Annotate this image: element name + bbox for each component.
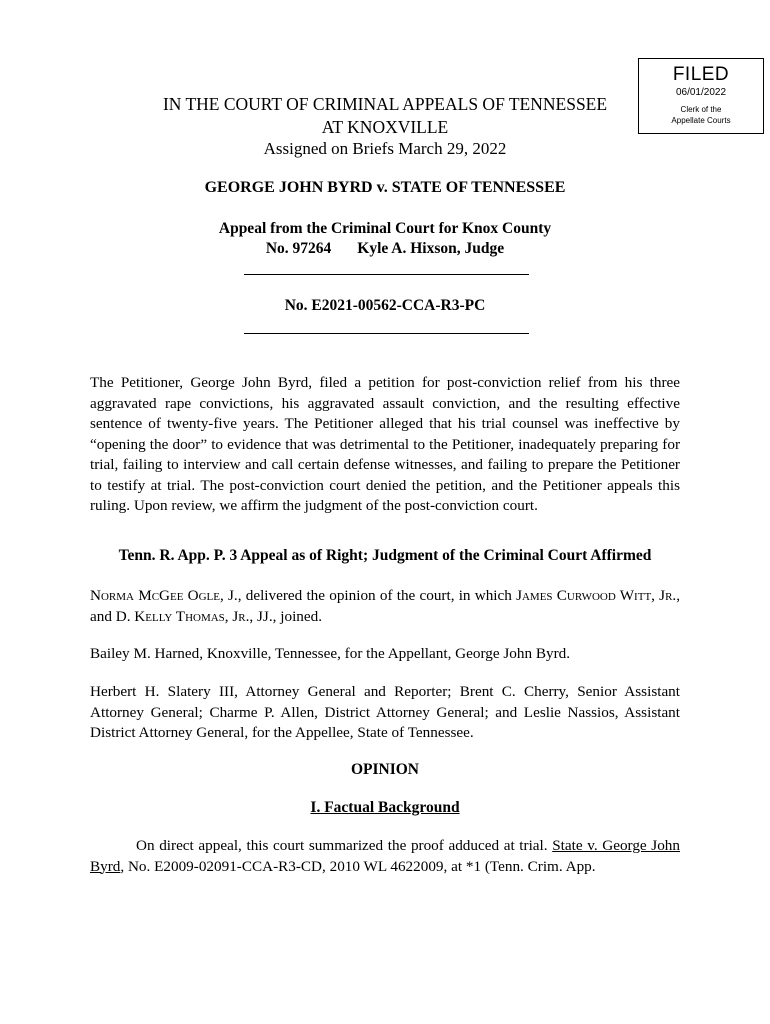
stamp-clerk-line2: Appellate Courts [671, 116, 731, 125]
author-judge: Norma McGee Ogle, J. [90, 587, 238, 604]
appeal-from-block [0, 219, 770, 259]
court-name [0, 93, 770, 139]
counsel-appellee: Herbert H. Slatery III, Attorney General and Reporter; Brent C. Cherry, Senior Assistant Attorney General; Charme P. Allen, District Attorney General; and Leslie Nassios, Assistant District Attorney General, for the Appellee, State of Tennessee. [90, 683, 680, 741]
section-heading [0, 799, 770, 817]
trial-number: No. 97264 [265, 240, 332, 257]
court-name-line2: AT KNOXVILLE [321, 117, 449, 137]
authorship [90, 585, 680, 627]
disposition: Tenn. R. App. P. 3 Appeal as of Right; Judgment of the Criminal Court Affirmed [118, 547, 652, 564]
opinion-heading: OPINION [350, 761, 420, 778]
authorship-and: , and [90, 587, 681, 625]
authorship-end: , joined. [272, 608, 323, 625]
divider-top [244, 274, 529, 275]
authorship-text: , delivered the opinion of the court, in which [237, 587, 517, 604]
body-intro: On direct appeal, this court summarized the proof adduced at trial. [136, 837, 553, 854]
docket-number: No. E2021-00562-CCA-R3-PC [284, 297, 486, 314]
trial-number-judge [0, 239, 770, 259]
stamp-title: FILED [672, 64, 730, 85]
case-summary: The Petitioner, George John Byrd, filed a petition for post-conviction relief from his three aggravated rape convictions, his aggravated assault conviction, and the resulting effective sentence of twenty-five years. The Petitioner alleged that his trial counsel was ineffective by “opening the door” to evidence that was detrimental to the Petitioner, inadequately preparing for trial, failing to interview and call certain defense witnesses, and failing to prepare the Petitioner to testify at trial. The post-conviction court denied the petition, and the Petitioner appeals this ruling. Upon review, we affirm the judgment of the post-conviction court. [90, 374, 680, 514]
trial-judge: Kyle A. Hixson, Judge [357, 240, 505, 257]
stamp-clerk-line1: Clerk of the [680, 105, 722, 114]
section-heading-text: I. Factual Background [310, 799, 460, 816]
panel-judge-2: D. Kelly Thomas, Jr., JJ. [115, 608, 273, 625]
body-paragraph [90, 836, 680, 877]
case-citation: , No. E2009-02091-CCA-R3-CD, 2010 WL 4622009, at *1 (Tenn. Crim. App. [120, 857, 596, 875]
case-title: GEORGE JOHN BYRD v. STATE OF TENNESSEE [204, 179, 566, 196]
case-citation-name: State v. George John Byrd [90, 837, 680, 875]
assigned-date: Assigned on Briefs March 29, 2022 [263, 139, 507, 158]
counsel-appellant: Bailey M. Harned, Knoxville, Tennessee, for the Appellant, George John Byrd. [90, 645, 571, 662]
court-name-line1: IN THE COURT OF CRIMINAL APPEALS OF TENNESSEE [162, 94, 608, 114]
appeal-from: Appeal from the Criminal Court for Knox County [218, 220, 552, 237]
stamp-date: 06/01/2022 [675, 87, 727, 98]
divider-bottom [244, 333, 529, 334]
panel-judge-1: James Curwood Witt, Jr. [516, 587, 677, 604]
